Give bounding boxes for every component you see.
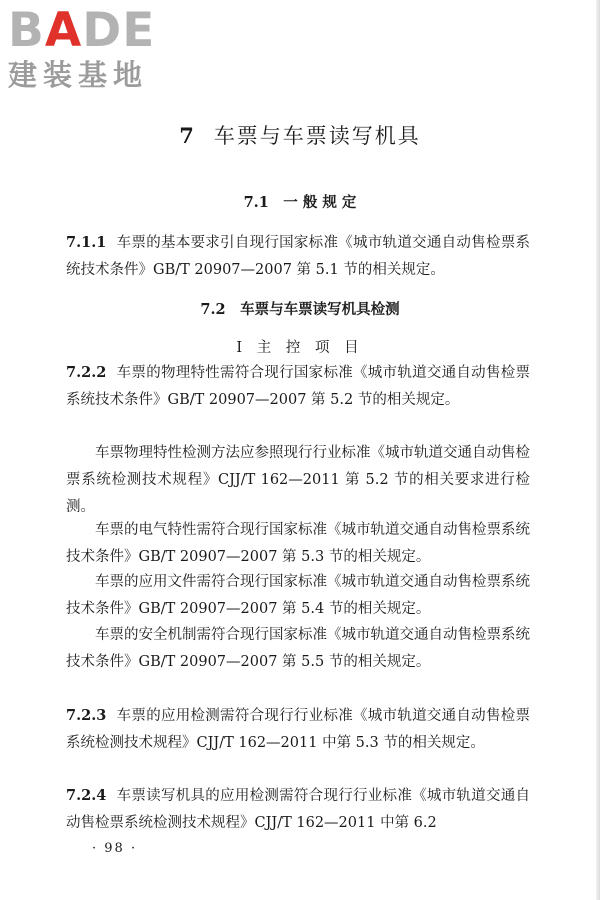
clause-text: 车票的物理特性需符合现行国家标准《城市轨道交通自动售检票系统技术条件》GB/T 20907—2007 第 5.2 节的相关规定。 [66,365,530,408]
logo-chinese: 建装基地 [8,58,149,92]
clause-number: 7.2.2 [66,364,107,381]
section-title-7-1: 7.1 一 般 规 定 [243,194,357,211]
subsection-title: Ⅰ 主 控 项 目 [236,340,364,356]
paragraph-electrical: 车票的电气特性需符合现行国家标准《城市轨道交通自动售检票系统技术条件》GB/T 20907—2007 第 5.3 节的相关规定。 [66,522,530,565]
clause-number: 7.2.4 [66,787,107,804]
logo-wordmark: BADE [8,3,156,58]
clause-7-2-2 [66,359,530,414]
clause-7-1-1 [66,229,530,284]
chapter-title-text: 车票与车票读写机具 [213,124,421,148]
clause-number: 7.1.1 [66,234,107,251]
paragraph-security: 车票的安全机制需符合现行国家标准《城市轨道交通自动售检票系统技术条件》GB/T 20907—2007 第 5.5 节的相关规定。 [66,627,530,670]
clause-text: 车票的基本要求引自现行国家标准《城市轨道交通自动售检票系统技术条件》GB/T 20907—2007 第 5.1 节的相关规定。 [66,235,530,278]
clause-text: 车票读写机具的应用检测需符合现行行业标准《城市轨道交通自动售检票系统检测技术规程》CJJ/T 162—2011 中第 6.2 [66,788,530,831]
clause-7-2-3 [66,702,530,757]
chapter-number: 7 [179,123,196,148]
paragraph-physical-test: 车票物理特性检测方法应参照现行行业标准《城市轨道交通自动售检票系统检测技术规程》CJJ/T 162—2011 第 5.2 节的相关要求进行检测。 [66,445,530,515]
paragraph-application-file: 车票的应用文件需符合现行国家标准《城市轨道交通自动售检票系统技术条件》GB/T 20907—2007 第 5.4 节的相关规定。 [66,574,530,617]
chapter-title [0,120,600,150]
clause-7-2-4 [66,782,530,837]
page-number: · 98 · [92,841,138,856]
clause-text: 车票的应用检测需符合现行行业标准《城市轨道交通自动售检票系统检测技术规程》CJJ/T 162—2011 中第 5.3 节的相关规定。 [66,708,530,751]
clause-number: 7.2.3 [66,707,107,724]
watermark-logo [8,3,178,92]
section-title-7-2: 7.2 车票与车票读写机具检测 [200,301,400,318]
